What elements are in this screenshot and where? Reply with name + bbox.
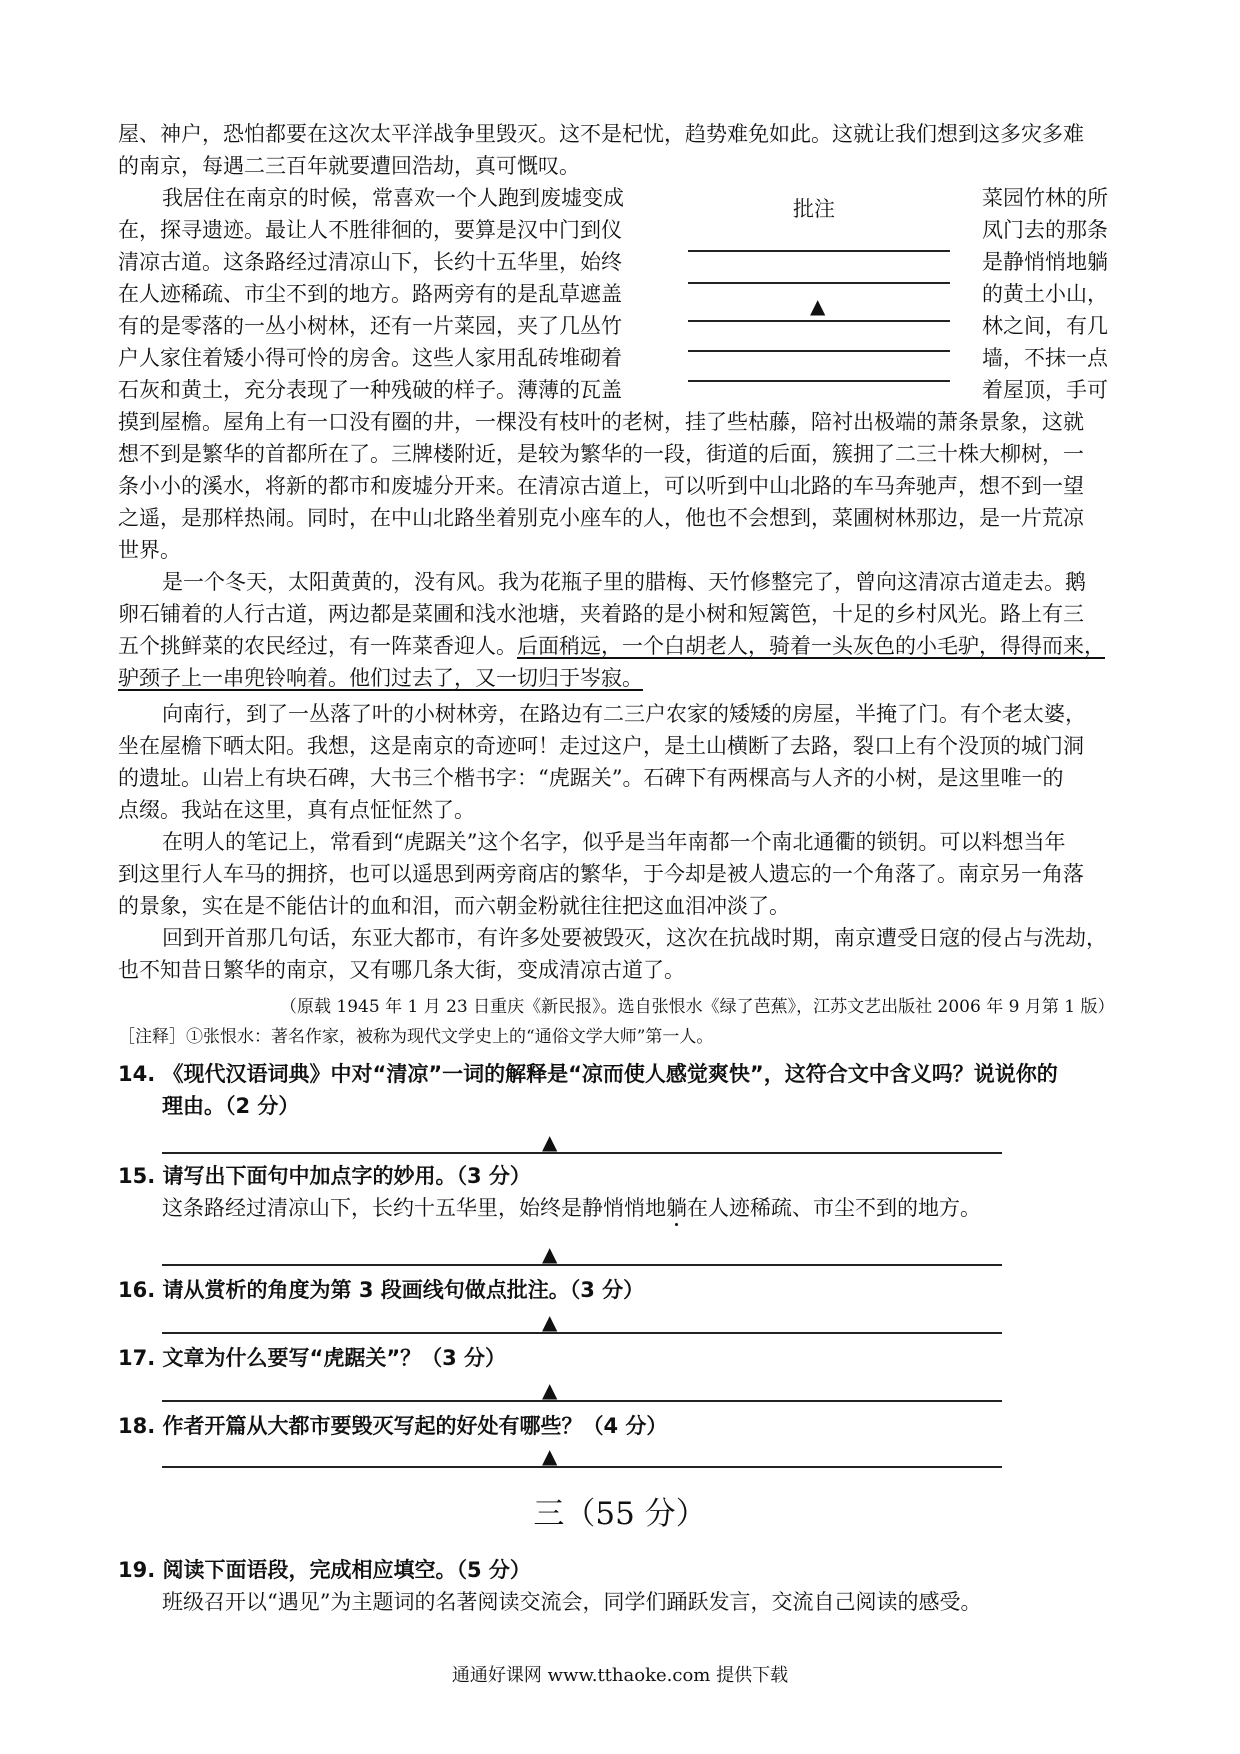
passage-line: 摸到屋檐。屋角上有一口没有圈的井，一棵没有枝叶的老树，挂了些枯藤，陪衬出极端的萧条景象，这就 xyxy=(118,410,1084,434)
passage-line: 清凉古道。这条路经过清凉山下，长约十五华里，始终 xyxy=(118,250,622,274)
answer-triangle-icon: ▲ xyxy=(542,1242,558,1266)
underlined-sentence: 驴颈子上一串兜铃响着。他们过去了，又一切归于岑寂。 xyxy=(118,666,643,690)
underlined-sentence: 后面稍远，一个白胡老人，骑着一头灰色的小毛驴，得得而来， xyxy=(517,634,1105,658)
passage-line: 是一个冬天，太阳黄黄的，没有风。我为花瓶子里的腊梅、天竹修整完了，曾向这清凉古道走去。鹅 xyxy=(162,570,1086,594)
source-citation: （原载 1945 年 1 月 23 日重庆《新民报》。选自张恨水《绿了芭蕉》，江苏文艺出版社 2006 年 9 月第 1 版） xyxy=(280,997,1115,1017)
passage-line xyxy=(118,630,1126,662)
passage-line: 在人迹稀疏、市尘不到的地方。路两旁有的是乱草遮盖 xyxy=(118,282,622,306)
passage-right-line: 的黄土小山， xyxy=(982,282,1108,306)
question-14-cont: 理由。（2 分） xyxy=(162,1094,300,1118)
passage-line: 向南行，到了一丛落了叶的小树林旁，在路边有二三户农家的矮矮的房屋，半掩了门。有个老太婆， xyxy=(162,702,1086,726)
passage-line: 我居住在南京的时候，常喜欢一个人跑到废墟变成 xyxy=(162,186,624,210)
passage-line: 到这里行人车马的拥挤，也可以遥思到两旁商店的繁华，于今却是被人遗忘的一个角落了。南京另一角落 xyxy=(118,862,1084,886)
passage-line xyxy=(118,662,1126,694)
passage-line: 在明人的笔记上，常看到“虎踞关”这个名字，似乎是当年南都一个南北通衢的锁钥。可以料想当年 xyxy=(162,830,1066,854)
sentence-part: 在人迹稀疏、市尘不到的地方。 xyxy=(687,1196,981,1220)
section-title: 三（55 分） xyxy=(533,1496,707,1532)
answer-line[interactable] xyxy=(162,1466,1002,1468)
question-15: 15. 请写出下面句中加点字的妙用。（3 分） xyxy=(118,1164,531,1188)
answer-triangle-icon: ▲ xyxy=(542,1444,558,1468)
passage-line: 条小小的溪水，将新的都市和废墟分开来。在清凉古道上，可以听到中山北路的车马奔驰声，想不到一望 xyxy=(118,474,1084,498)
passage-line: 之遥，是那样热闹。同时，在中山北路坐着别克小座车的人，他也不会想到，菜圃树林那边，是一片荒凉 xyxy=(118,506,1084,530)
passage-line: 也不知昔日繁华的南京，又有哪几条大街，变成清凉古道了。 xyxy=(118,958,685,982)
passage-right-line: 着屋顶，手可 xyxy=(982,378,1108,402)
answer-line[interactable] xyxy=(162,1264,1002,1266)
question-15-sentence xyxy=(162,1192,981,1224)
answer-line[interactable] xyxy=(162,1400,1002,1402)
annotation-note: ［注释］①张恨水：著名作家，被称为现代文学史上的“通俗文学大师”第一人。 xyxy=(118,1027,714,1047)
question-19: 19. 阅读下面语段，完成相应填空。（5 分） xyxy=(118,1558,531,1582)
note-answer-line[interactable] xyxy=(688,250,950,252)
question-18: 18. 作者开篇从大都市要毁灭写起的好处有哪些？（4 分） xyxy=(118,1414,668,1438)
passage-right-line: 是静悄悄地躺 xyxy=(982,250,1108,274)
question-19-text: 班级召开以“遇见”为主题词的名著阅读交流会，同学们踊跃发言，交流自己阅读的感受。 xyxy=(162,1590,982,1614)
sentence-part: 这条路经过清凉山下，长约十五华里，始终是静悄悄地 xyxy=(162,1196,666,1220)
page-footer: 通通好课网 www.tthaoke.com 提供下载 xyxy=(451,1665,789,1686)
passage-right-line: 菜园竹林的所 xyxy=(982,186,1108,210)
passage-line: 世界。 xyxy=(118,538,181,562)
passage-line: 的景象，实在是不能估计的血和泪，而六朝金粉就往往把这血泪冲淡了。 xyxy=(118,894,790,918)
answer-triangle-icon: ▲ xyxy=(542,1310,558,1334)
note-answer-line[interactable] xyxy=(688,380,950,382)
passage-line: 在，探寻遗迹。最让人不胜徘徊的，要算是汉中门到仪 xyxy=(118,218,622,242)
answer-triangle-icon: ▲ xyxy=(542,1130,558,1154)
passage-line: 卵石铺着的人行古道，两边都是菜圃和浅水池塘，夹着路的是小树和短篱笆，十足的乡村风光。路上有三 xyxy=(118,602,1084,626)
passage-line: 点缀。我站在这里，真有点怔怔然了。 xyxy=(118,798,475,822)
question-17: 17. 文章为什么要写“虎踞关”？（3 分） xyxy=(118,1346,507,1370)
passage-line: 想不到是繁华的首都所在了。三牌楼附近，是较为繁华的一段，街道的后面，簇拥了二三十株大柳树，一 xyxy=(118,442,1084,466)
note-answer-line[interactable] xyxy=(688,350,950,352)
passage-right-line: 凤门去的那条 xyxy=(982,218,1108,242)
passage-line: 的南京，每遇二三百年就要遭回浩劫，真可慨叹。 xyxy=(118,154,580,178)
passage-line: 石灰和黄土，充分表现了一种残破的样子。薄薄的瓦盖 xyxy=(118,378,622,402)
dotted-character: 躺 xyxy=(666,1196,687,1220)
passage-right-line: 林之间，有几 xyxy=(982,314,1108,338)
passage-right-line: 墙，不抹一点 xyxy=(982,346,1108,370)
answer-triangle-icon: ▲ xyxy=(542,1378,558,1402)
passage-line: 户人家住着矮小得可怜的房舍。这些人家用乱砖堆砌着 xyxy=(118,346,622,370)
note-box-title: 批注 xyxy=(793,197,835,221)
answer-triangle-icon: ▲ xyxy=(810,294,826,318)
note-answer-line[interactable] xyxy=(688,282,950,284)
passage-line: 屋、神户，恐怕都要在这次太平洋战争里毁灭。这不是杞忧，趋势难免如此。这就让我们想到这多灾多难 xyxy=(118,122,1084,146)
passage-line: 坐在屋檐下晒太阳。我想，这是南京的奇迹呵！走过这户，是土山横断了去路，裂口上有个没顶的城门洞 xyxy=(118,734,1084,758)
question-14: 14. 《现代汉语词典》中对“清凉”一词的解释是“凉而使人感觉爽快”，这符合文中含义吗？说说你的 xyxy=(118,1062,1058,1086)
passage-line: 回到开首那几句话，东亚大都市，有许多处要被毁灭，这次在抗战时期，南京遭受日寇的侵占与洗劫， xyxy=(162,926,1107,950)
question-16: 16. 请从赏析的角度为第 3 段画线句做点批注。（3 分） xyxy=(118,1278,645,1302)
passage-line: 有的是零落的一丛小树林，还有一片菜园，夹了几丛竹 xyxy=(118,314,622,338)
passage-text: 五个挑鲜菜的农民经过，有一阵菜香迎人。 xyxy=(118,634,517,658)
answer-line[interactable] xyxy=(162,1332,1002,1334)
note-answer-line[interactable] xyxy=(688,320,950,322)
passage-line: 的遗址。山岩上有块石碑，大书三个楷书字：“虎踞关”。石碑下有两棵高与人齐的小树，是这里唯一的 xyxy=(118,766,1064,790)
answer-line[interactable] xyxy=(162,1152,1002,1154)
